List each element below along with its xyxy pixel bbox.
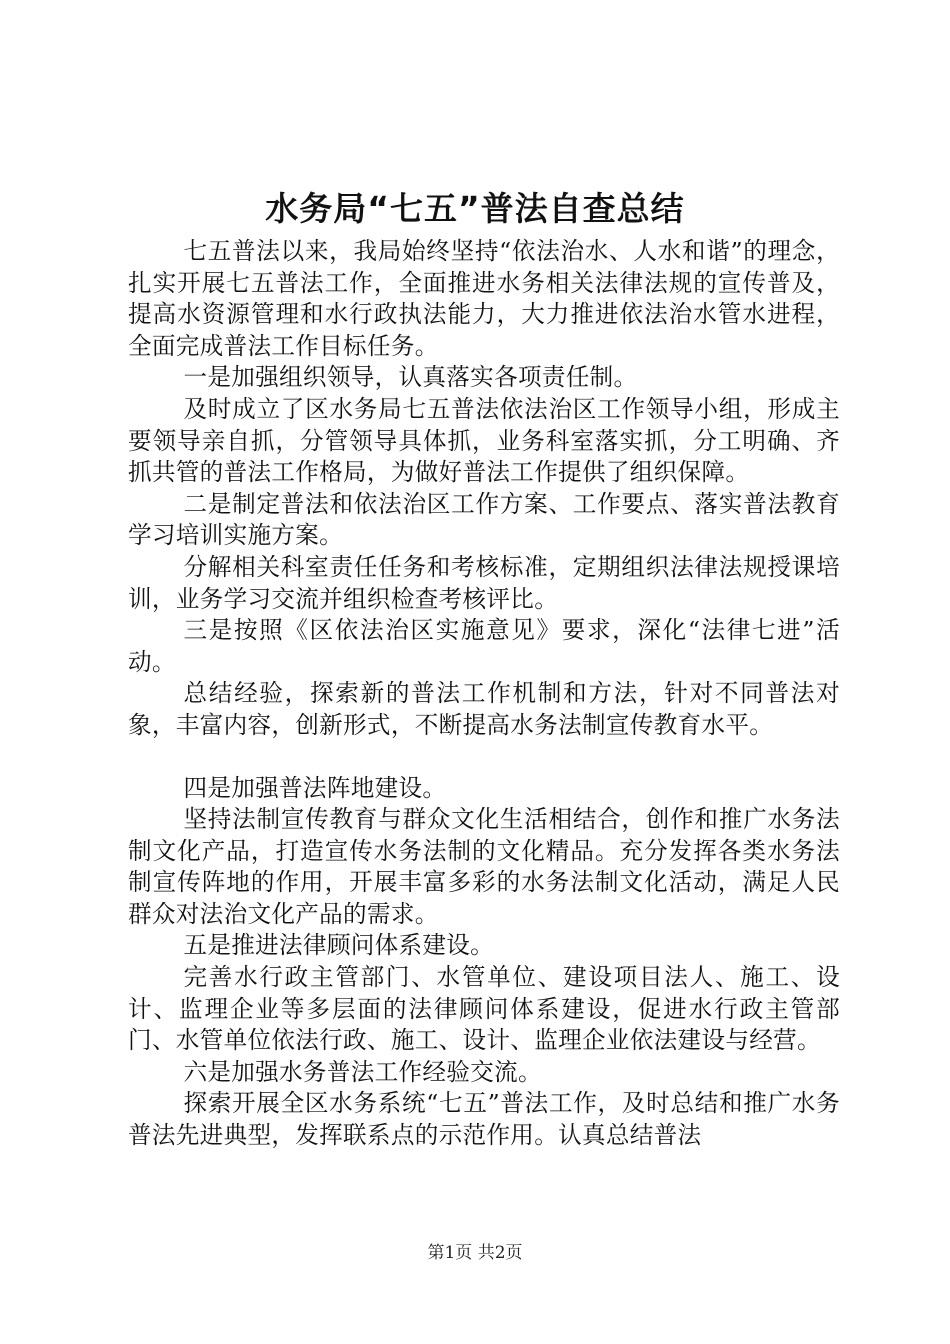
paragraph-intro: 七五普法以来，我局始终坚持“依法治水、人水和谐”的理念，扎实开展七五普法工作，全面推进水务相关法律法规的宣传普及，提高水资源管理和水行政执法能力，大力推进依法治水管水进程，全面完成普法工作目标任务。 [128, 237, 840, 360]
paragraph-heading-4: 四是加强普法阵地建设。 [183, 773, 447, 802]
document-title: 水务局“七五”普法自查总结 [265, 189, 685, 228]
paragraph-body-6: 探索开展全区水务系统“七五”普法工作，及时总结和推广水务普法先进典型，发挥联系点的示范作用。认真总结普法 [128, 1089, 840, 1150]
paragraph-heading-5: 五是推进法律顾问体系建设。 [183, 931, 495, 960]
paragraph-body-4: 坚持法制宣传教育与群众文化生活相结合，创作和推广水务法制文化产品，打造宣传水务法制的文化精品。充分发挥各类水务法制宣传阵地的作用，开展丰富多彩的水务法制文化活动，满足人民群众对法治文化产品的需求。 [128, 805, 840, 928]
paragraph-body-1: 及时成立了区水务局七五普法依法治区工作领导小组，形成主要领导亲自抓，分管领导具体抓，业务科室落实抓，分工明确、齐抓共管的普法工作格局，为做好普法工作提供了组织保障。 [128, 394, 840, 487]
paragraph-body-5: 完善水行政主管部门、水管单位、建设项目法人、施工、设计、监理企业等多层面的法律顾问体系建设，促进水行政主管部门、水管单位依法行政、施工、设计、监理企业依法建设与经营。 [128, 963, 840, 1055]
paragraph-heading-3: 三是按照《区依法治区实施意见》要求，深化“法律七进”活动。 [128, 616, 840, 676]
paragraph-heading-1: 一是加强组织领导，认真落实各项责任制。 [183, 363, 638, 392]
paragraph-heading-6: 六是加强水务普法工作经验交流。 [183, 1057, 542, 1086]
paragraph-heading-2: 二是制定普法和依法治区工作方案、工作要点、落实普法教育学习培训实施方案。 [128, 489, 840, 550]
paragraph-body-3: 总结经验，探索新的普法工作机制和方法，针对不同普法对象，丰富内容，创新形式，不断提高水务法制宣传教育水平。 [128, 679, 840, 739]
paragraph-body-2: 分解相关科室责任任务和考核标准，定期组织法律法规授课培训，业务学习交流并组织检查考核评比。 [128, 552, 840, 613]
document-body [128, 236, 840, 1152]
page-number-footer: 第1页 共2页 [427, 1243, 523, 1263]
